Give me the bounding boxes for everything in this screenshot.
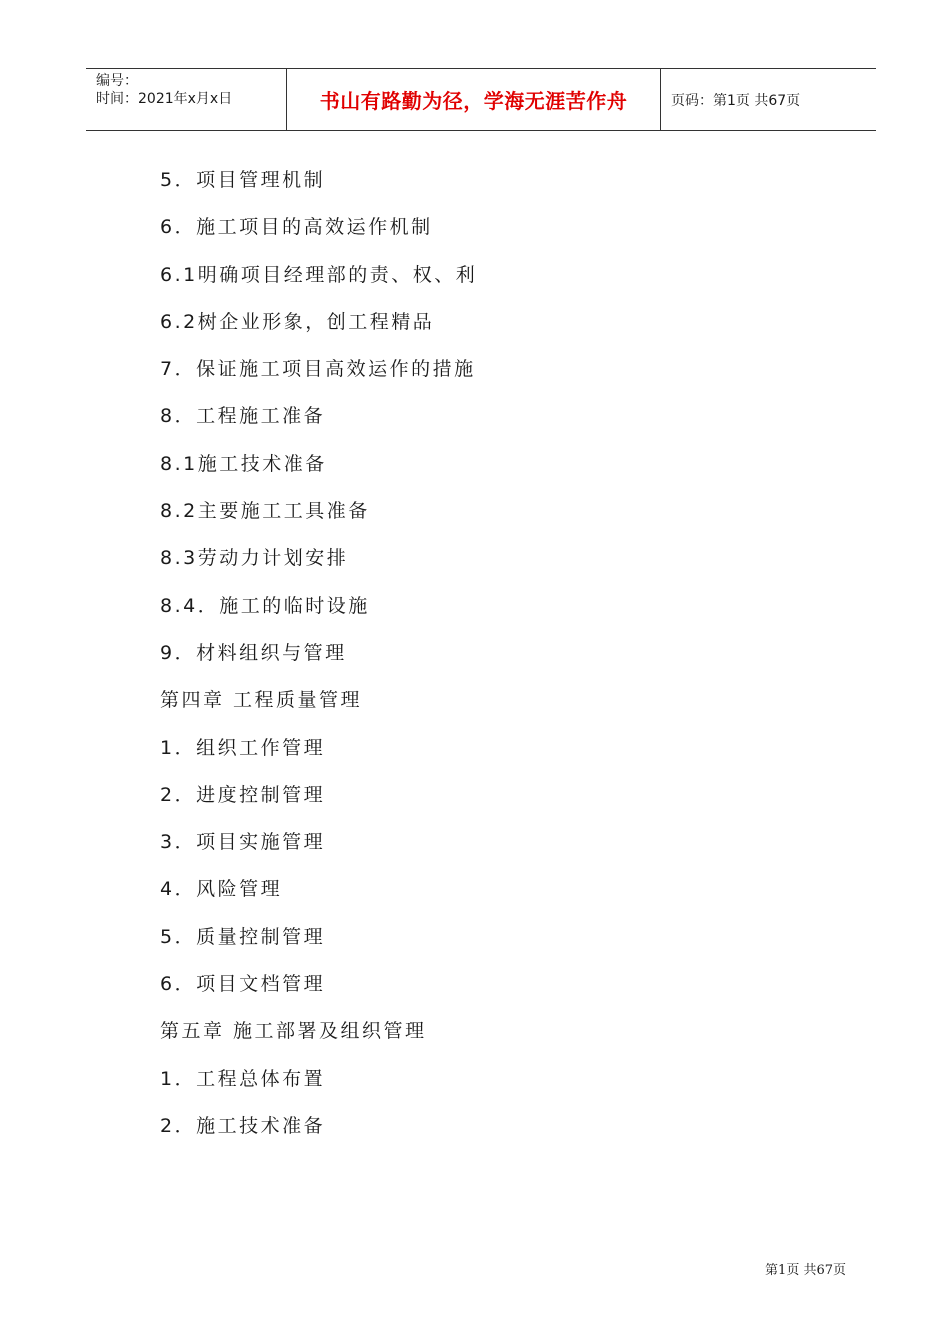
toc-entry: 8.3劳动力计划安排 — [160, 547, 349, 570]
toc-entry: 5．项目管理机制 — [160, 169, 326, 191]
toc-entry: 4．风险管理 — [160, 878, 283, 901]
toc-entry: 2．施工技术准备 — [160, 1114, 326, 1137]
toc-entry: 1．组织工作管理 — [160, 736, 326, 759]
document-number-label: 编号： — [96, 73, 138, 89]
toc-entry: 2．进度控制管理 — [160, 783, 326, 806]
toc-entry: 9．材料组织与管理 — [160, 641, 347, 664]
toc-entry: 8.1施工技术准备 — [160, 452, 327, 475]
toc-entry: 5．质量控制管理 — [160, 925, 326, 948]
toc-entry: 8.4．施工的临时设施 — [160, 594, 370, 617]
table-of-contents — [160, 165, 477, 1158]
toc-entry: 3．项目实施管理 — [160, 831, 326, 854]
toc-entry: 第五章 施工部署及组织管理 — [160, 1020, 427, 1043]
document-header — [86, 68, 876, 131]
header-meta-cell — [86, 69, 287, 130]
toc-entry: 6．施工项目的高效运作机制 — [160, 216, 433, 239]
toc-entry: 8.2主要施工工具准备 — [160, 500, 370, 523]
document-time-label: 时间：2021年x月x日 — [96, 91, 233, 107]
toc-entry: 6．项目文档管理 — [160, 973, 326, 996]
toc-entry: 6.1明确项目经理部的责、权、利 — [160, 263, 478, 286]
header-page-info: 页码：第1页 共67页 — [671, 92, 801, 109]
page-footer: 第1页 共67页 — [765, 1263, 846, 1278]
toc-entry: 1．工程总体布置 — [160, 1067, 326, 1090]
toc-entry: 6.2树企业形象，创工程精品 — [160, 310, 435, 333]
toc-entry: 8．工程施工准备 — [160, 405, 326, 428]
toc-entry: 7．保证施工项目高效运作的措施 — [160, 358, 476, 381]
toc-entry: 第四章 工程质量管理 — [160, 689, 363, 712]
header-motto: 书山有路勤为径，学海无涯苦作舟 — [287, 69, 661, 130]
